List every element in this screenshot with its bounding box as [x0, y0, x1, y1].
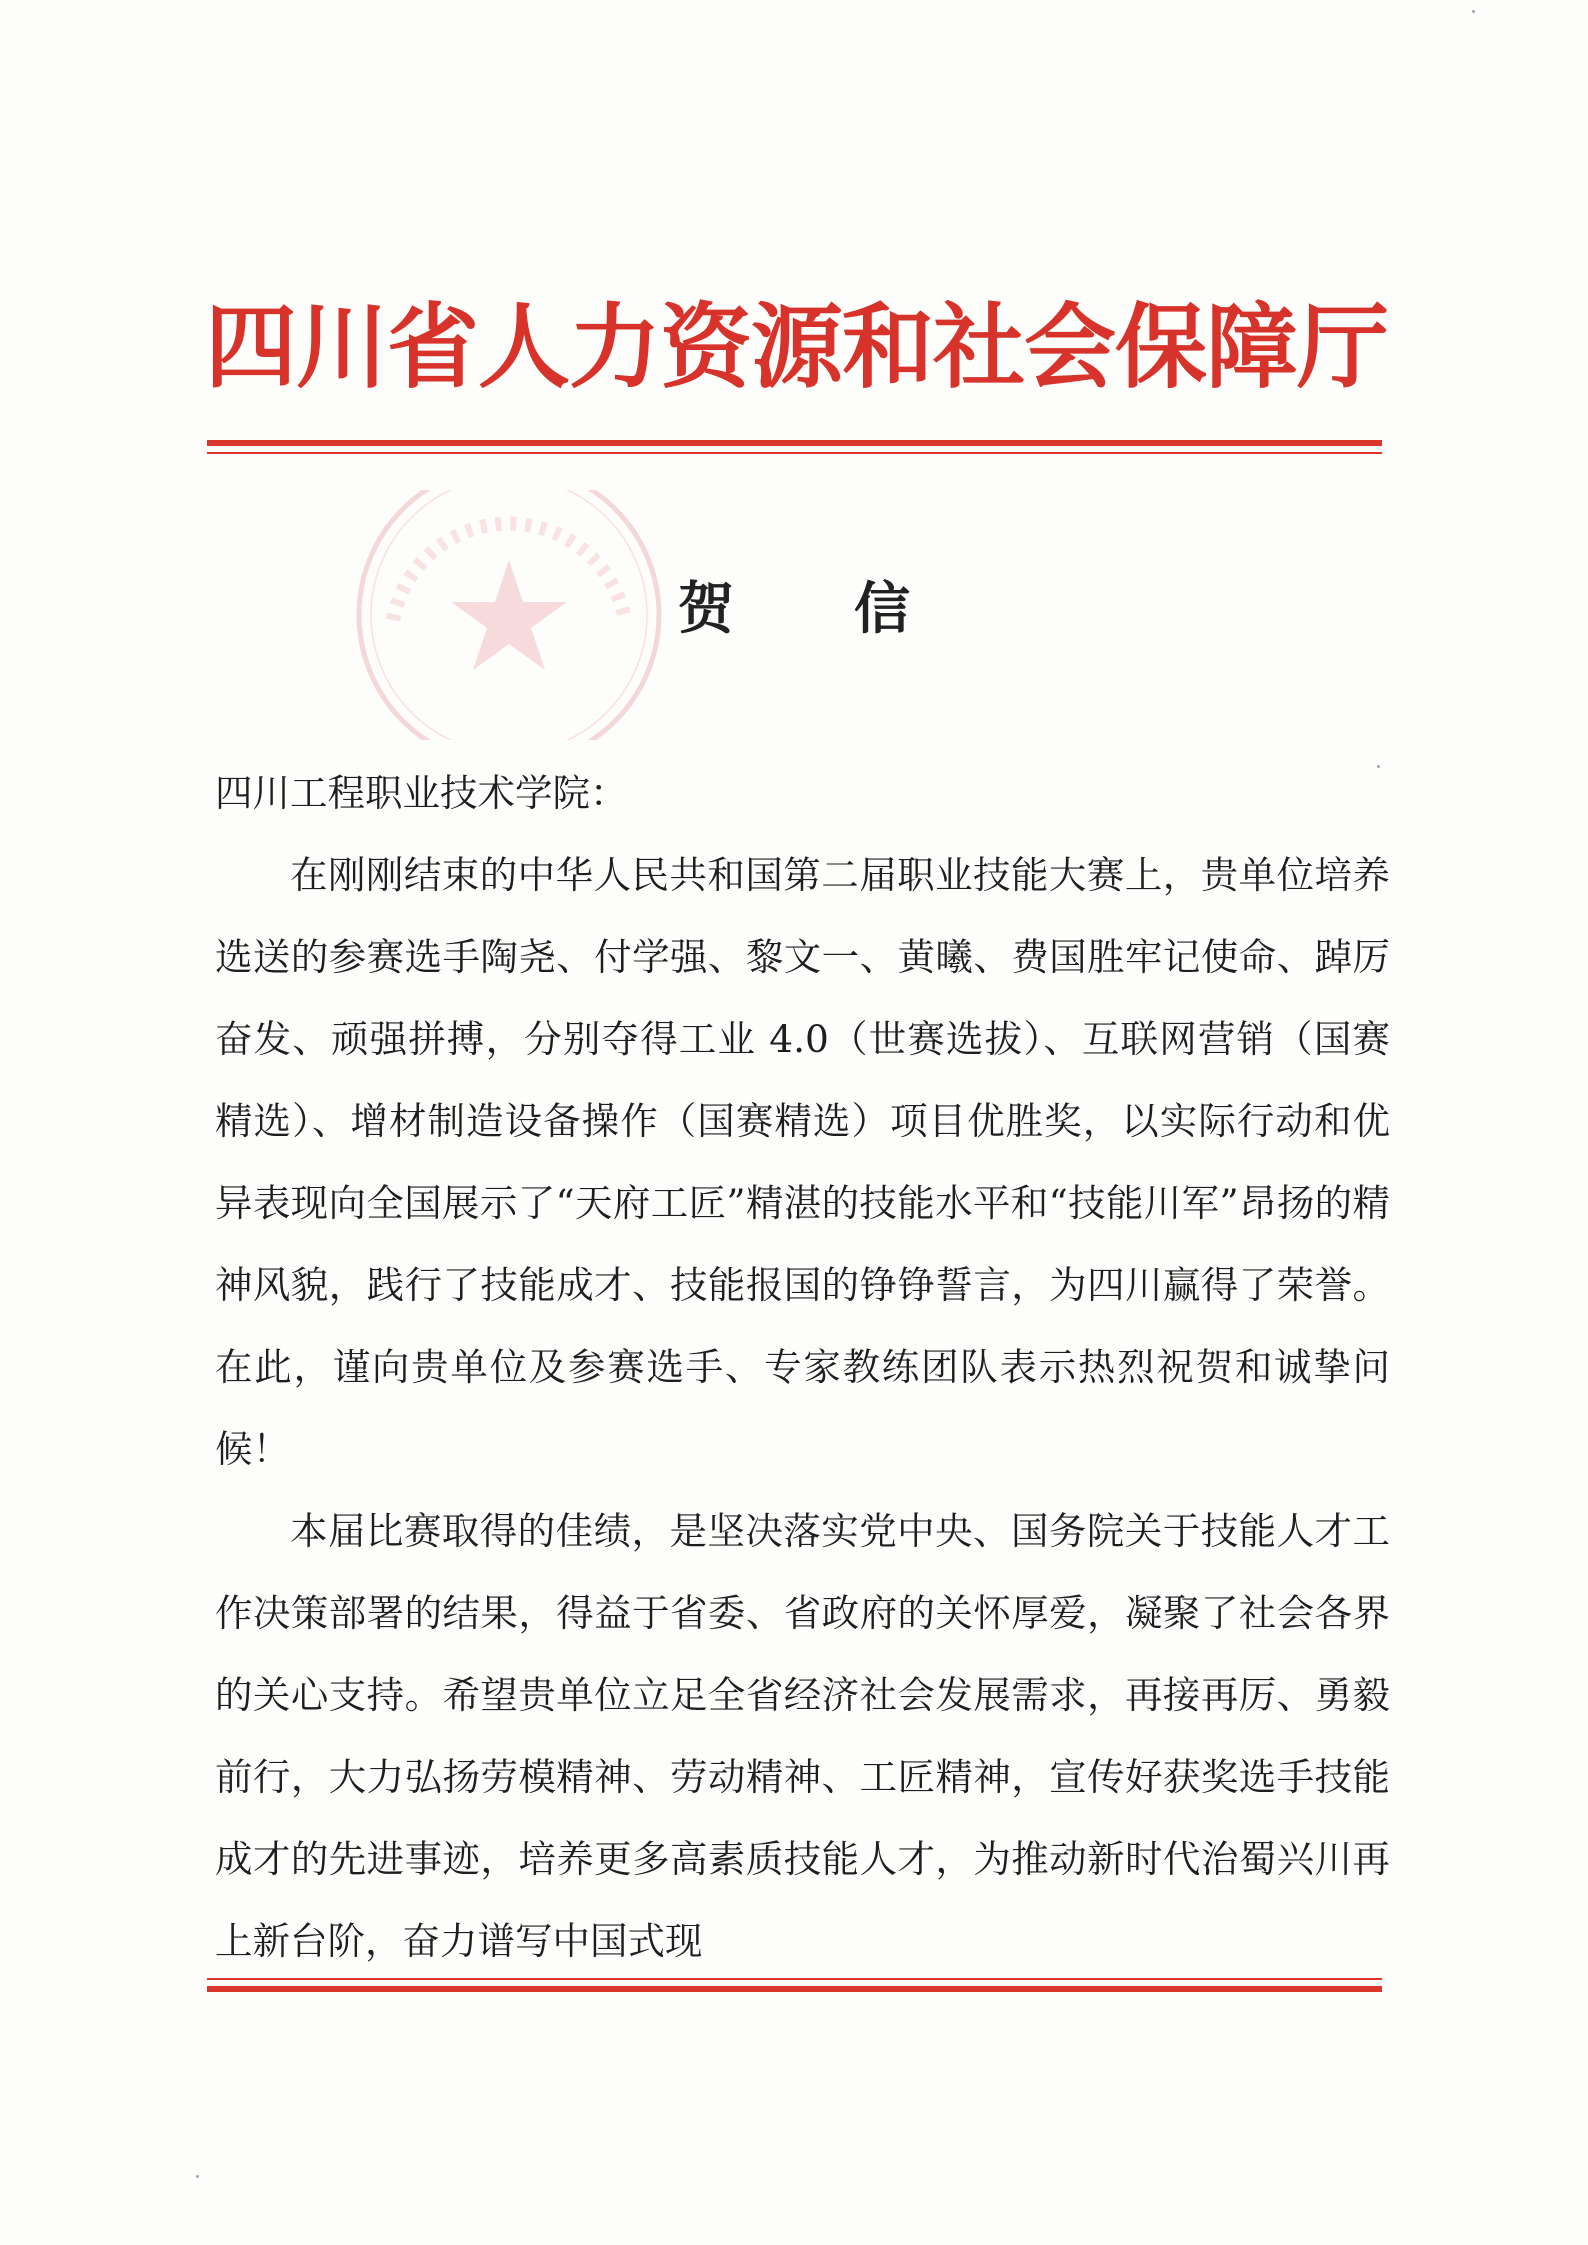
- body-paragraph-2: 本届比赛取得的佳绩，是坚决落实党中央、国务院关于技能人才工作决策部署的结果，得益于省委、省政府的关怀厚爱，凝聚了社会各界的关心支持。希望贵单位立足全省经济社会发展需求，再接再厉、勇毅前行，大力弘扬劳模精神、劳动精神、工匠精神，宣传好获奖选手技能成才的先进事迹，培养更多高素质技能人才，为推动新时代治蜀兴川再上新台阶，奋力谱写中国式现: [215, 1509, 1390, 1963]
- letterhead-red-rule-thin: [207, 452, 1382, 454]
- scan-speck: [196, 2175, 199, 2178]
- footer-red-rule-thick: [207, 1986, 1382, 1992]
- letterhead-red-rule-thick: [207, 440, 1382, 446]
- footer-red-rule-thin: [207, 1978, 1382, 1980]
- salutation: 四川工程职业技术学院：: [215, 771, 628, 815]
- title-char-2: 信: [854, 577, 910, 642]
- scan-speck: [1472, 10, 1475, 13]
- scan-speck: [1377, 765, 1380, 768]
- letterhead-org-name: 四川省人力资源和社会保障厅: [205, 294, 1389, 401]
- letter-body: [215, 752, 1390, 1982]
- title-char-1: 贺: [678, 577, 734, 642]
- document-title: [0, 570, 1588, 650]
- body-paragraph-1: 在刚刚结束的中华人民共和国第二届职业技能大赛上，贵单位培养选送的参赛选手陶尧、付学强、黎文一、黄曦、费国胜牢记使命、踔厉奋发、顽强拼搏，分别夺得工业 4.0（世赛选拔）、互联网营销（国赛精选）、增材制造设备操作（国赛精选）项目优胜奖，以实际行动和优异表现向全国展示了“天府工匠”精湛的技能水平和“技能川军”昂扬的精神风貌，践行了技能成才、技能报国的铮铮誓言，为四川赢得了荣誉。在此，谨向贵单位及参赛选手、专家教练团队表示热烈祝贺和诚挚问候！: [215, 853, 1390, 1471]
